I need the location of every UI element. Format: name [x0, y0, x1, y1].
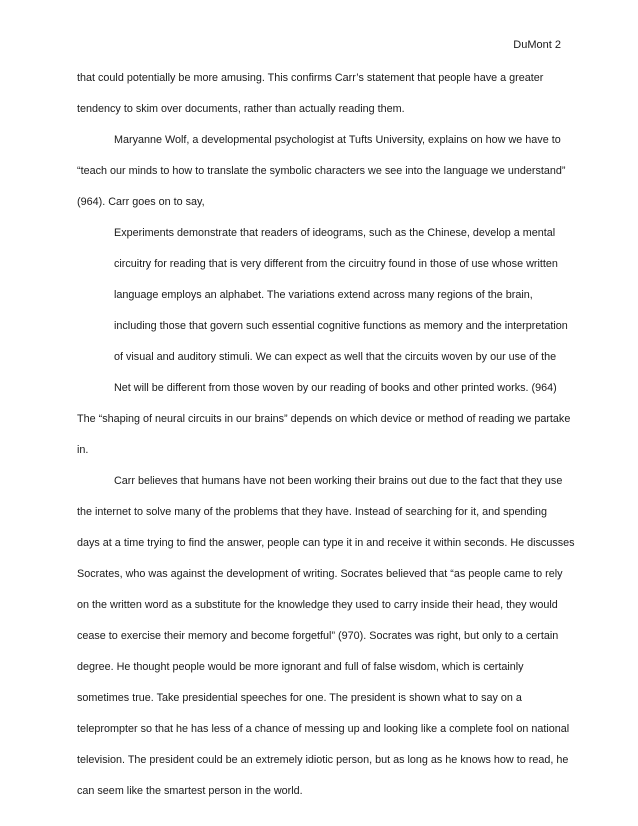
- text-line: the internet to solve many of the problems that they have. Instead of searching for it, and spending: [77, 506, 547, 518]
- paragraph-first-line: Maryanne Wolf, a developmental psychologist at Tufts University, explains on how we have to: [114, 134, 561, 146]
- text-line: teleprompter so that he has less of a chance of messing up and looking like a complete fool on national: [77, 723, 570, 735]
- body-text: [77, 70, 575, 814]
- text-line: tendency to skim over documents, rather than actually reading them.: [77, 103, 405, 115]
- text-line: can seem like the smartest person in the world.: [77, 785, 303, 797]
- text-line: television. The president could be an extremely idiotic person, but as long as he knows how to read, he: [77, 754, 569, 766]
- text-line: Socrates, who was against the development of writing. Socrates believed that “as people came to rely: [77, 568, 563, 580]
- text-line: degree. He thought people would be more ignorant and full of false wisdom, which is certainly: [77, 661, 524, 673]
- block-quote-line: including those that govern such essential cognitive functions as memory and the interpretation: [114, 320, 568, 332]
- block-quote-line: Experiments demonstrate that readers of ideograms, such as the Chinese, develop a mental: [114, 227, 556, 239]
- text-line: days at a time trying to find the answer, people can type it in and receive it within seconds. He discusses: [77, 537, 575, 549]
- block-quote-line: of visual and auditory stimuli. We can expect as well that the circuits woven by our use of the: [114, 351, 557, 363]
- text-line: in.: [77, 444, 89, 456]
- text-line: sometimes true. Take presidential speeches for one. The president is shown what to say on a: [77, 692, 522, 704]
- text-line: cease to exercise their memory and become forgetful” (970). Socrates was right, but only to a certain: [77, 630, 559, 642]
- running-header: DuMont 2: [513, 39, 561, 51]
- block-quote-line: Net will be different from those woven by our reading of books and other printed works. (964): [114, 382, 557, 394]
- block-quote-line: circuitry for reading that is very different from the circuitry found in those of use whose written: [114, 258, 558, 270]
- text-line: (964). Carr goes on to say,: [77, 196, 205, 208]
- text-line: that could potentially be more amusing. This confirms Carr’s statement that people have a greater: [77, 72, 544, 84]
- block-quote-line: language employs an alphabet. The variations extend across many regions of the brain,: [114, 289, 533, 301]
- paragraph-first-line: Carr believes that humans have not been working their brains out due to the fact that they use: [114, 475, 563, 487]
- text-line: The “shaping of neural circuits in our brains” depends on which device or method of reading we partake: [77, 413, 571, 425]
- text-line: “teach our minds to how to translate the symbolic characters we see into the language we understand”: [77, 165, 566, 177]
- text-line: on the written word as a substitute for the knowledge they used to carry inside their head, they would: [77, 599, 558, 611]
